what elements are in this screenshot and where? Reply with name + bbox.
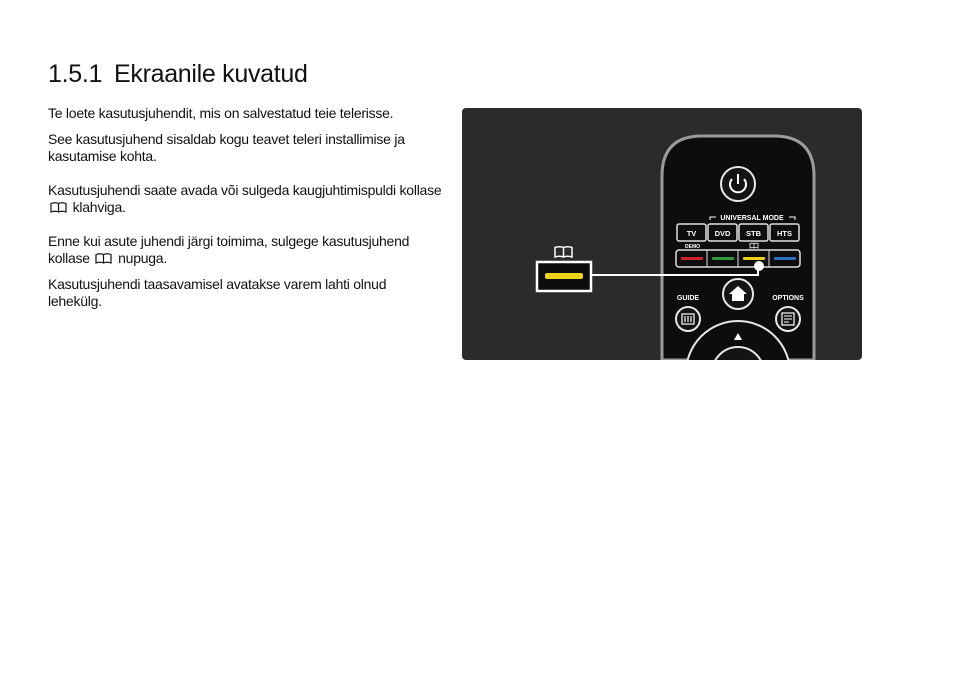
remote-illustration bbox=[462, 108, 862, 360]
demo-label: DEMO bbox=[685, 244, 700, 250]
paragraph-open-close-end: klahviga. bbox=[72, 199, 126, 215]
yellow-key bbox=[743, 257, 765, 260]
callout-yellow-key bbox=[545, 273, 583, 279]
guide-button bbox=[676, 307, 700, 331]
callout-dot bbox=[754, 261, 764, 271]
book-icon bbox=[50, 202, 67, 213]
mode-label-tv: TV bbox=[686, 229, 697, 238]
paragraph-open-close-start: Kasutusjuhendi saate avada või sulgeda kaugjuhtimispuldi kollase bbox=[48, 182, 442, 198]
universal-mode-label: UNIVERSAL MODE bbox=[720, 215, 784, 222]
section-number: 1.5.1 bbox=[48, 60, 103, 88]
power-button bbox=[721, 167, 755, 201]
mode-label-stb: STB bbox=[746, 229, 761, 238]
paragraph-before-acting bbox=[48, 233, 443, 267]
paragraph-before-acting-start: Enne kui asute juhendi järgi toimima, sulgege kasutusjuhend kollase bbox=[48, 233, 410, 266]
home-button bbox=[723, 279, 753, 309]
options-label: OPTIONS bbox=[772, 295, 804, 302]
red-key bbox=[681, 257, 703, 260]
book-icon bbox=[555, 247, 572, 257]
remote-svg bbox=[462, 108, 862, 360]
green-key bbox=[712, 257, 734, 260]
section-title: Ekraanile kuvatud bbox=[114, 60, 308, 88]
paragraph-content: See kasutusjuhend sisaldab kogu teavet teleri installimise ja kasutamise kohta. bbox=[48, 131, 405, 164]
paragraph-reopen: Kasutusjuhendi taasavamisel avatakse varem lahti olnud lehekülg. bbox=[48, 276, 387, 309]
section-heading bbox=[48, 60, 308, 89]
paragraph-intro: Te loete kasutusjuhendit, mis on salvestatud teie telerisse. bbox=[48, 105, 394, 121]
mode-label-dvd: DVD bbox=[714, 229, 731, 238]
options-button bbox=[776, 307, 800, 331]
blue-key bbox=[774, 257, 796, 260]
book-icon bbox=[95, 253, 112, 264]
paragraph-open-close bbox=[48, 182, 443, 216]
guide-label: GUIDE bbox=[676, 295, 700, 302]
mode-label-hts: HTS bbox=[777, 229, 792, 238]
body-text bbox=[48, 105, 443, 319]
paragraph-before-acting-end: nupuga. bbox=[118, 250, 167, 266]
